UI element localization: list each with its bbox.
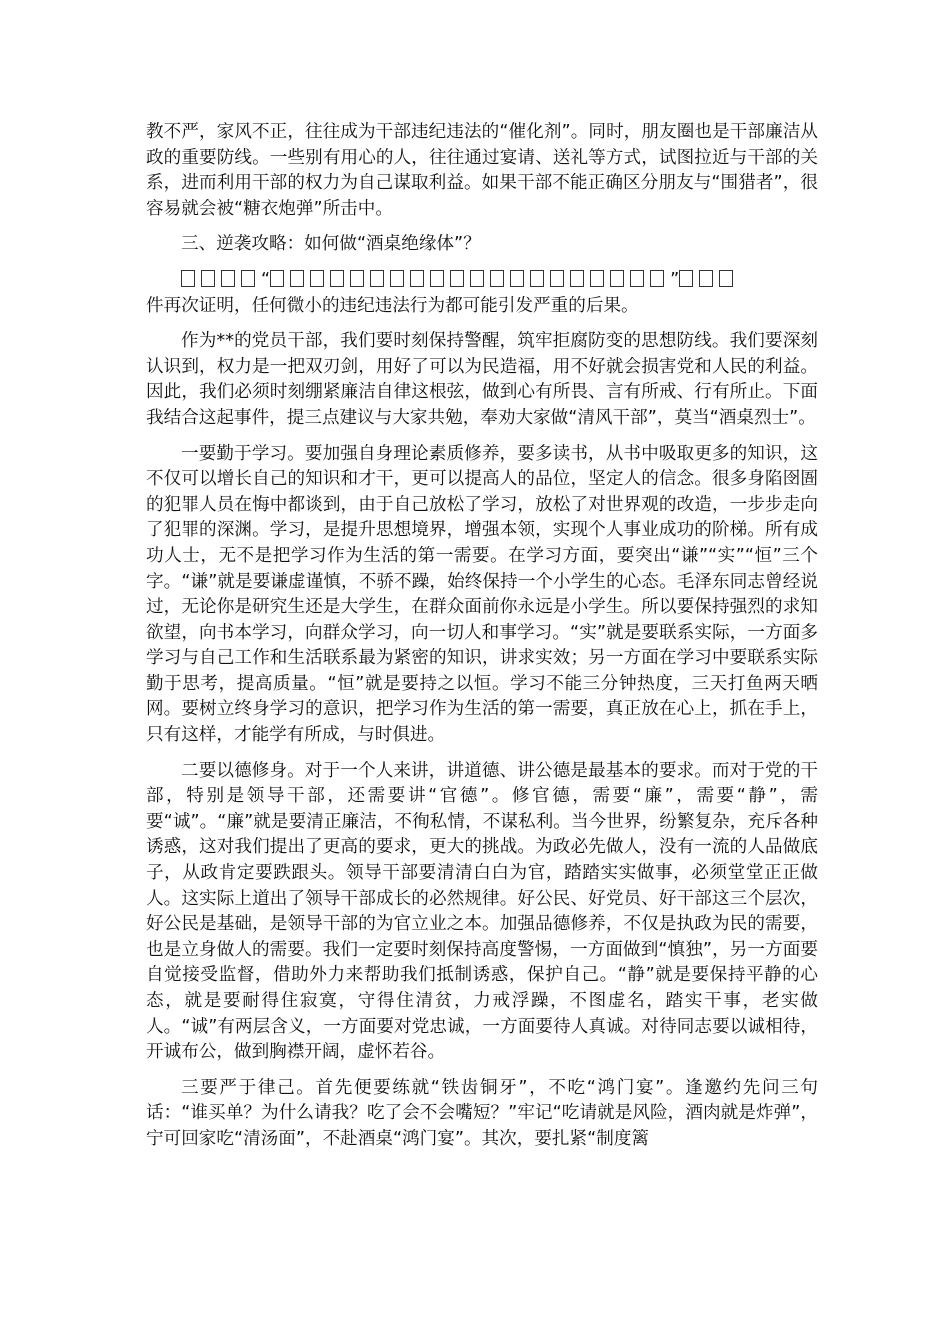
paragraph-continuation: 教不严，家风不正，往往成为干部违纪违法的“催化剂”。同时，朋友圈也是干部廉洁从政的重要防线。一些别有用心的人，往往通过宴请、送礼等方式，试图拉近与干部的关系，进而利用干部的权力为自己谋取利益。如果干部不能正确区分朋友与“围猎者”，很容易就会被“糖衣炮弹”所击中。: [146, 122, 818, 219]
section-heading: 三、逆袭攻略：如何做“酒桌绝缘体”？: [181, 234, 481, 255]
paragraph: 一要勤于学习。要加强自身理论素质修养，要多读书，从书中吸取更多的知识，这不仅可以增长自己的知识和才干，更可以提高人的品位，坚定人的信念。很多身陷囹圄的犯罪人员在悔中都谈到，由于自己放松了学习，放松了对世界观的改造，一步步走向了犯罪的深渊。学习，是提升思想境界，增强本领，实现个人事业成功的阶梯。所有成功人士，无不是把学习作为生活的第一需要。在学习方面，要突出“谦”“实”“恒”三个字。“谦”就是要谦虚谨慎，不骄不躁，始终保持一个小学生的心态。毛泽东同志曾经说过，无论你是研究生还是大学生，在群众面前你永远是小学生。所以要保持强烈的求知欲望，向书本学习，向群众学习，向一切人和事学习。“实”就是要联系实际，一方面多学习与自己工作和生活联系最为紧密的知识，讲求实效；另一方面在学习中要联系实际勤于思考，提高质量。“恒”就是要持之以恒。学习不能三分钟热度，三天打鱼两天晒网。要树立终身学习的意识，把学习作为生活的第一需要，真正放在心上，抓在手上，只有这样，才能学有所成，与时俱进。: [146, 443, 818, 746]
document-body: [146, 120, 818, 1163]
paragraph: 三要严于律己。首先便要练就“铁齿铜牙”，不吃“鸿门宴”。逢邀约先问三句话：“谁买单？为什么请我？吃了会不会嘴短？”牢记“吃请就是风险，酒肉就是炸弹”，宁可回家吃“清汤面”，不赴酒桌“鸿门宴”。其次，要扎紧“制度篱: [146, 1077, 818, 1149]
paragraph: 作为**的党员干部，我们要时刻保持警醒，筑牢拒腐防变的思想防线。我们要深刻认识到，权力是一把双刃剑，用好了可以为民造福，用不好就会损害党和人民的利益。因此，我们必须时刻绷紧廉洁自律这根弦，做到心有所畏、言有所戒、行有所止。下面我结合这起事件，提三点建议与大家共勉，奉劝大家做“清风干部”，莫当“酒桌烈士”。: [146, 331, 818, 428]
paragraph-garbled: [146, 268, 818, 319]
missing-glyphs: “ ”: [181, 270, 739, 290]
paragraph-garbled-text: 件再次证明，任何微小的违纪违法行为都可能引发严重的后果。: [146, 295, 639, 316]
paragraph: 二要以德修身。对于一个人来讲，讲道德、讲公德是最基本的要求。而对于党的干部，特别是领导干部，还需要讲“官德”。修官德，需要“廉”，需要“静”，需要“诚”。“廉”就是要清正廉洁，不徇私情，不谋私利。当今世界，纷繁复杂，充斥各种诱惑，这对我们提出了更高的要求，更大的挑战。为政必先做人，没有一流的人品做底子，从政肯定要跌跟头。领导干部要清清白白为官，踏踏实实做事，必须堂堂正正做人。这实际上道出了领导干部成长的必然规律。好公民、好党员、好干部这三个层次，好公民是基础，是领导干部的为官立业之本。加强品德修养，不仅是执政为民的需要，也是立身做人的需要。我们一定要时刻保持高度警惕，一方面做到“慎独”，另一方面要自觉接受监督，借助外力来帮助我们抵制诱惑，保护自己。“静”就是要保持平静的心态，就是要耐得住寂寞，守得住清贫，力戒浮躁，不图虚名，踏实干事，老实做人。“诚”有两层含义，一方面要对党忠诚，一方面要待人真诚。对待同志要以诚相待，开诚布公，做到胸襟开阔，虚怀若谷。: [146, 760, 818, 1063]
